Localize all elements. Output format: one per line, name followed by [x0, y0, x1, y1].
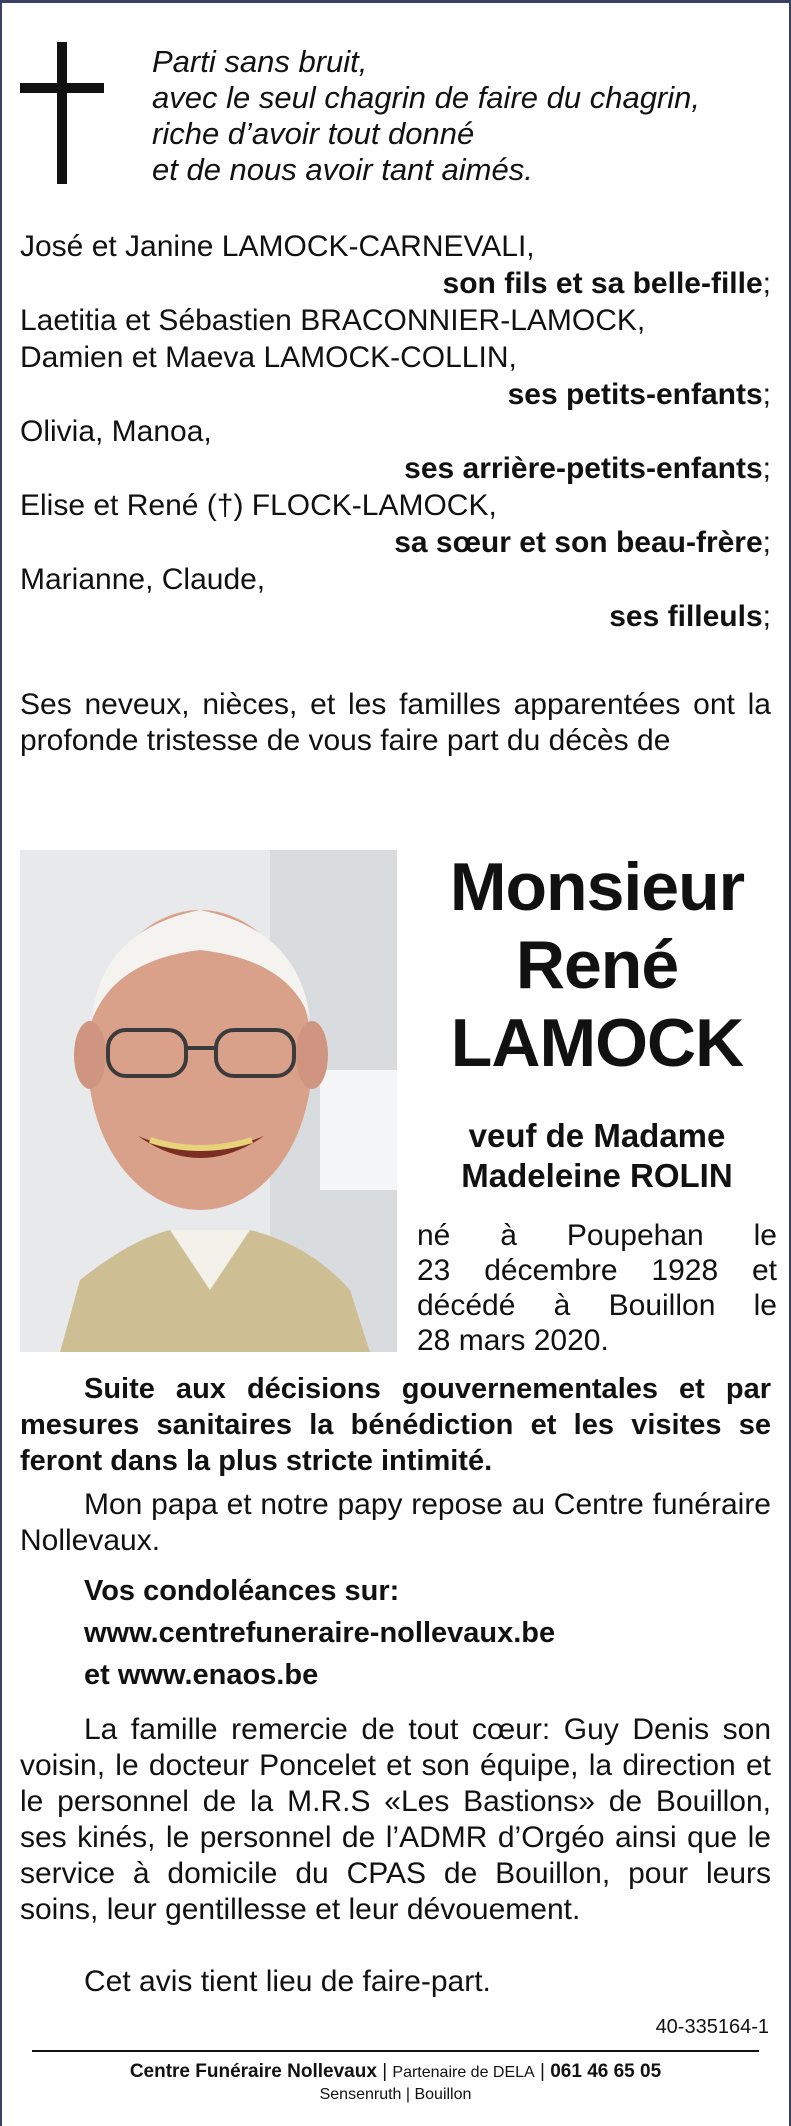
sister-names: Elise et René (†) FLOCK-LAMOCK,	[20, 489, 497, 522]
condolences-block	[84, 1570, 771, 1696]
condolences-link-2[interactable]: et www.enaos.be	[84, 1659, 319, 1691]
closing-paragraph: Ses neveux, nièces, et les familles apparentées ont la profonde tristesse de vous faire part du décès de	[20, 688, 771, 757]
partner-text: Partenaire de DELA	[392, 2064, 535, 2081]
deceased-title: Monsieur	[449, 849, 745, 925]
faire-part-note: Cet avis tient lieu de faire-part.	[84, 1965, 491, 1998]
reference-number: 40-335164-1	[655, 2016, 769, 2038]
deceased-name-block	[417, 848, 777, 1196]
poem-line: riche d’avoir tout donné	[152, 116, 475, 151]
top-border	[2, 0, 789, 3]
born-line-4: 28 mars 2020.	[417, 1324, 609, 1357]
widow-line-1: veuf de Madame	[468, 1117, 726, 1154]
grandchildren-relation: ses petits-enfants;	[507, 378, 771, 411]
condolences-link-1[interactable]: www.centrefuneraire-nollevaux.be	[84, 1617, 556, 1649]
footer	[2, 2061, 789, 2106]
footer-separator: |	[540, 2061, 545, 2082]
great-grandchildren-relation: ses arrière-petits-enfants;	[404, 452, 771, 485]
portrait-photo	[20, 850, 397, 1352]
born-line-3: décédé à Bouillon le	[417, 1289, 777, 1322]
born-line-2: 23 décembre 1928 et	[417, 1254, 777, 1287]
poem	[152, 44, 700, 188]
funeral-home-address: Sensenruth | Bouillon	[319, 2086, 472, 2103]
poem-line: avec le seul chagrin de faire du chagrin,	[152, 80, 700, 115]
poem-line: Parti sans bruit,	[152, 44, 368, 79]
phone-number[interactable]: 061 46 65 05	[550, 2061, 662, 2082]
born-line-1: né à Poupehan le	[417, 1219, 777, 1252]
funeral-home-name: Centre Funéraire Nollevaux	[129, 2061, 377, 2082]
sanitary-measures: Suite aux décisions gouvernementales et par mesures sanitaires la bénédiction et les visites se feront dans la plus stricte intimité.	[20, 1373, 771, 1477]
son-relation: son fils et sa belle-fille;	[442, 267, 771, 300]
rest-location: Mon papa et notre papy repose au Centre funéraire Nollevaux.	[20, 1488, 771, 1557]
deceased-last-name: LAMOCK	[450, 1005, 744, 1081]
deceased-first-name: René	[515, 927, 679, 1003]
poem-line: et de nous avoir tant aimés.	[152, 152, 533, 187]
widow-line-2: Madeleine ROLIN	[461, 1157, 733, 1194]
family-list	[20, 228, 771, 635]
condolences-label: Vos condoléances sur:	[84, 1575, 400, 1607]
son-names: José et Janine LAMOCK-CARNEVALI,	[20, 230, 535, 263]
thanks-paragraph: La famille remercie de tout cœur: Guy Denis son voisin, le docteur Poncelet et son équipe, la direction et le personnel de la M.R.S «Les Bastions» de Bouillon, ses kinés, le personnel de l’ADMR d’Orgéo ainsi que le service à domicile du CPAS de Bouillon, pour leurs soins, leur gentillesse et leur dévouement.	[20, 1713, 771, 1926]
sister-relation: sa sœur et son beau-frère;	[394, 526, 771, 559]
footer-separator: |	[382, 2061, 388, 2082]
footer-divider	[32, 2050, 759, 2052]
birth-death-info	[417, 1218, 777, 1358]
godchildren-relation: ses filleuls;	[609, 600, 771, 633]
grandchildren-names-2: Damien et Maeva LAMOCK-COLLIN,	[20, 341, 517, 374]
great-grandchildren-names: Olivia, Manoa,	[20, 415, 212, 448]
cross-icon	[20, 42, 104, 184]
grandchildren-names-1: Laetitia et Sébastien BRACONNIER-LAMOCK,	[20, 304, 646, 337]
godchildren-names: Marianne, Claude,	[20, 563, 266, 596]
